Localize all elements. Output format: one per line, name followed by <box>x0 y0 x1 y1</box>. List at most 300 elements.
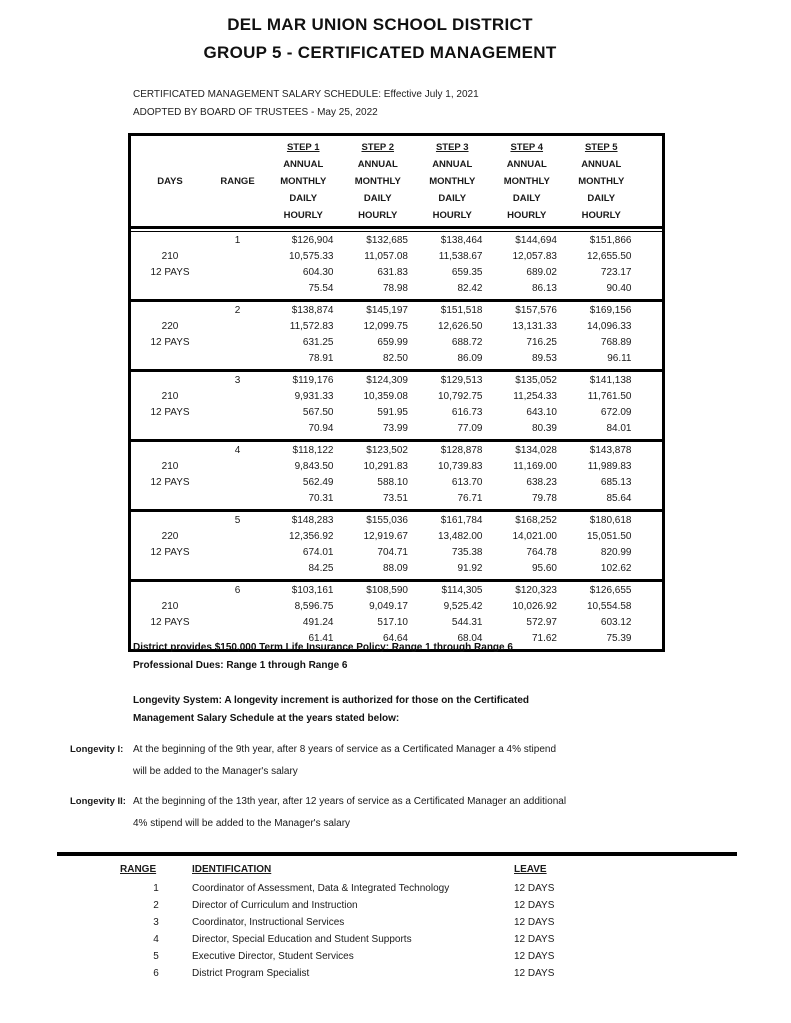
annual-step-3: $128,878 <box>440 445 483 456</box>
monthly-step-5: 10,554.58 <box>587 601 632 612</box>
range-number: 3 <box>234 375 241 386</box>
monthly-label-5: MONTHLY <box>578 176 625 187</box>
hourly-step-1: 70.94 <box>308 423 334 434</box>
identification-table-body <box>57 880 737 982</box>
spacer <box>639 265 663 281</box>
range-block-3 <box>131 369 662 439</box>
district-title: DEL MAR UNION SCHOOL DISTRICT <box>227 15 533 34</box>
monthly-step-4: 10,026.92 <box>512 601 557 612</box>
days-cell: 210 <box>161 601 179 612</box>
daily-row <box>131 615 662 631</box>
longevity-2-line2: 4% stipend will be added to the Manager's salary <box>133 818 351 829</box>
monthly-step-3: 9,525.42 <box>443 601 483 612</box>
hourly-step-1: 70.31 <box>308 493 334 504</box>
dues-note: Professional Dues: Range 1 through Range 6 <box>133 660 348 671</box>
range-number <box>209 281 266 297</box>
spacer <box>639 421 663 437</box>
days-cell <box>131 281 209 297</box>
daily-step-1: 562.49 <box>302 477 334 488</box>
days-cell <box>131 513 209 529</box>
longevity-system-note-line2: Management Salary Schedule at the years stated below: <box>133 713 400 724</box>
hourly-step-2: 88.09 <box>382 563 408 574</box>
identification-range: 2 <box>153 900 159 911</box>
spacer <box>639 373 663 389</box>
daily-step-2: 704.71 <box>377 547 408 558</box>
spacer <box>639 249 663 265</box>
days-cell: 210 <box>161 391 179 402</box>
hourly-step-2: 64.64 <box>382 633 408 644</box>
days-cell: 210 <box>161 251 179 262</box>
step-header-5: STEP 5 <box>584 142 618 153</box>
daily-label-4: DAILY <box>512 193 541 204</box>
daily-row <box>131 265 662 281</box>
range-number: 6 <box>234 585 241 596</box>
spacer <box>639 615 663 631</box>
identification-row <box>57 880 737 897</box>
hourly-step-3: 91.92 <box>457 563 483 574</box>
annual-label-2: ANNUAL <box>357 159 398 170</box>
longevity-2-label: Longevity II: <box>70 796 126 807</box>
monthly-step-4: 11,254.33 <box>513 391 557 402</box>
range-column-header: RANGE <box>220 176 255 187</box>
daily-row <box>131 545 662 561</box>
annual-row <box>131 583 662 599</box>
monthly-step-1: 9,843.50 <box>294 461 334 472</box>
hourly-step-4: 86.13 <box>531 283 557 294</box>
hourly-step-2: 78.98 <box>382 283 408 294</box>
daily-label-1: DAILY <box>289 193 318 204</box>
annual-step-2: $145,197 <box>366 305 408 316</box>
daily-label-5: DAILY <box>587 193 616 204</box>
salary-table-header <box>131 136 662 229</box>
longevity-1-label: Longevity I: <box>70 744 124 755</box>
monthly-label-2: MONTHLY <box>354 176 401 187</box>
spacer <box>57 897 120 914</box>
daily-step-1: 674.01 <box>302 547 334 558</box>
spacer <box>639 529 663 545</box>
range-number <box>209 389 266 405</box>
annual-step-1: $118,122 <box>292 445 334 456</box>
monthly-step-3: 10,739.83 <box>438 461 483 472</box>
range-number <box>209 421 266 437</box>
monthly-step-4: 13,131.33 <box>512 321 557 332</box>
range-number <box>209 351 266 367</box>
monthly-step-1: 11,572.83 <box>289 321 334 332</box>
notes-gap <box>133 675 693 692</box>
days-column-header <box>131 139 209 156</box>
identification-header-spacer <box>57 861 120 878</box>
days-cell: 12 PAYS <box>150 337 190 348</box>
monthly-step-3: 13,482.00 <box>438 531 483 542</box>
spacer <box>57 931 120 948</box>
annual-step-5: $143,878 <box>589 445 632 456</box>
group-title: GROUP 5 - CERTIFICATED MANAGEMENT <box>203 43 557 62</box>
leave-column-header: LEAVE <box>514 864 547 875</box>
hourly-label-5: HOURLY <box>581 210 621 221</box>
monthly-step-5: 12,655.50 <box>587 251 632 262</box>
step-header-4: STEP 4 <box>510 142 544 153</box>
range-number: 1 <box>234 235 241 246</box>
longevity-2-text <box>133 791 740 835</box>
identification-title: Director, Special Education and Student Supports <box>192 934 412 945</box>
days-column-header <box>131 190 209 207</box>
insurance-note: District provides $150,000 Term Life Insurance Policy: Range 1 through Range 6 <box>133 642 513 653</box>
daily-step-4: 764.78 <box>526 547 557 558</box>
range-column-header: RANGE <box>120 864 157 875</box>
daily-step-2: 517.10 <box>377 617 408 628</box>
identification-leave: 12 DAYS <box>514 900 555 911</box>
hourly-step-1: 61.41 <box>308 633 334 644</box>
daily-row <box>131 335 662 351</box>
daily-step-4: 638.23 <box>526 477 557 488</box>
monthly-step-5: 11,989.83 <box>587 461 632 472</box>
hourly-step-5: 85.64 <box>606 493 632 504</box>
header-line <box>131 173 662 190</box>
hourly-step-2: 73.99 <box>382 423 408 434</box>
days-cell <box>131 583 209 599</box>
monthly-row <box>131 459 662 475</box>
annual-step-1: $119,176 <box>292 375 334 386</box>
monthly-step-4: 14,021.00 <box>512 531 557 542</box>
daily-step-5: 672.09 <box>600 407 632 418</box>
days-cell: 220 <box>161 321 179 332</box>
daily-step-4: 689.02 <box>526 267 557 278</box>
identification-leave: 12 DAYS <box>514 951 555 962</box>
spacer <box>639 513 663 529</box>
hourly-row <box>131 281 662 297</box>
daily-label-3: DAILY <box>438 193 467 204</box>
spacer <box>639 389 663 405</box>
identification-title: District Program Specialist <box>192 968 310 979</box>
annual-row <box>131 443 662 459</box>
identification-row <box>57 897 737 914</box>
header-line <box>131 207 662 224</box>
monthly-step-1: 8,596.75 <box>294 601 334 612</box>
monthly-step-5: 14,096.33 <box>587 321 632 332</box>
longevity-1-block <box>70 739 740 783</box>
annual-step-2: $155,036 <box>366 515 408 526</box>
annual-step-2: $123,502 <box>366 445 408 456</box>
hourly-step-3: 82.42 <box>457 283 483 294</box>
hourly-row <box>131 561 662 577</box>
days-cell <box>131 351 209 367</box>
days-cell <box>131 561 209 577</box>
spacer <box>639 173 663 190</box>
spacer <box>639 139 663 156</box>
hourly-step-3: 68.04 <box>457 633 483 644</box>
identification-row <box>57 965 737 982</box>
monthly-row <box>131 319 662 335</box>
identification-title: Executive Director, Student Services <box>192 951 354 962</box>
range-number: 4 <box>234 445 241 456</box>
range-block-4 <box>131 439 662 509</box>
days-column-header <box>131 156 209 173</box>
days-cell: 12 PAYS <box>150 407 190 418</box>
hourly-step-5: 102.62 <box>600 563 632 574</box>
longevity-2-block <box>70 791 740 835</box>
range-number <box>209 319 266 335</box>
range-number <box>209 405 266 421</box>
annual-step-1: $126,904 <box>291 235 334 246</box>
identification-row <box>57 931 737 948</box>
days-column-header <box>131 207 209 224</box>
daily-label-2: DAILY <box>363 193 392 204</box>
monthly-step-4: 11,169.00 <box>513 461 557 472</box>
schedule-subtitle: CERTIFICATED MANAGEMENT SALARY SCHEDULE: Effective July 1, 2021 <box>133 89 479 100</box>
identification-leave: 12 DAYS <box>514 917 555 928</box>
daily-step-3: 613.70 <box>451 477 483 488</box>
range-block-1 <box>131 232 662 299</box>
annual-step-1: $148,283 <box>291 515 334 526</box>
spacer <box>639 303 663 319</box>
hourly-step-1: 75.54 <box>308 283 334 294</box>
range-number <box>209 599 266 615</box>
annual-step-2: $108,590 <box>366 585 408 596</box>
spacer <box>639 475 663 491</box>
annual-step-4: $168,252 <box>515 515 557 526</box>
monthly-label-3: MONTHLY <box>429 176 476 187</box>
daily-step-4: 716.25 <box>526 337 557 348</box>
step-header-1: STEP 1 <box>286 142 320 153</box>
identification-leave: 12 DAYS <box>514 934 555 945</box>
range-number <box>209 335 266 351</box>
hourly-step-4: 95.60 <box>531 563 557 574</box>
hourly-step-5: 90.40 <box>606 283 632 294</box>
annual-step-3: $151,518 <box>440 305 483 316</box>
identification-range: 3 <box>153 917 159 928</box>
spacer <box>639 207 663 224</box>
hourly-label-4: HOURLY <box>507 210 547 221</box>
range-number: 2 <box>234 305 241 316</box>
daily-step-5: 603.12 <box>600 617 632 628</box>
monthly-step-5: 11,761.50 <box>587 391 632 402</box>
daily-row <box>131 475 662 491</box>
annual-step-3: $161,784 <box>440 515 483 526</box>
longevity-system-note-line1: Longevity System: A longevity increment is authorized for those on the Certificated <box>133 695 529 706</box>
daily-step-3: 659.35 <box>451 267 483 278</box>
hourly-step-2: 82.50 <box>382 353 408 364</box>
daily-step-5: 768.89 <box>600 337 632 348</box>
daily-step-2: 631.83 <box>377 267 408 278</box>
notes-section <box>133 639 693 728</box>
days-column-header: DAYS <box>157 176 183 187</box>
hourly-step-1: 78.91 <box>308 353 334 364</box>
daily-step-3: 616.73 <box>451 407 483 418</box>
step-header-2: STEP 2 <box>361 142 395 153</box>
days-cell <box>131 421 209 437</box>
spacer <box>639 561 663 577</box>
spacer <box>639 583 663 599</box>
range-number: 5 <box>234 515 241 526</box>
longevity-1-text <box>133 739 740 783</box>
annual-label-5: ANNUAL <box>581 159 622 170</box>
spacer <box>639 405 663 421</box>
daily-step-3: 735.38 <box>451 547 483 558</box>
identification-range: 1 <box>153 883 159 894</box>
spacer <box>639 599 663 615</box>
annual-step-4: $135,052 <box>515 375 557 386</box>
daily-step-5: 723.17 <box>600 267 632 278</box>
identification-leave: 12 DAYS <box>514 968 555 979</box>
daily-step-2: 659.99 <box>377 337 408 348</box>
monthly-step-2: 12,919.67 <box>363 531 408 542</box>
spacer <box>639 545 663 561</box>
hourly-step-1: 84.25 <box>308 563 334 574</box>
range-number <box>209 249 266 265</box>
hourly-step-5: 96.11 <box>607 353 632 364</box>
daily-step-1: 491.24 <box>302 617 334 628</box>
days-cell <box>131 443 209 459</box>
days-cell <box>131 491 209 507</box>
annual-step-5: $151,866 <box>589 235 632 246</box>
range-column-header <box>209 156 266 173</box>
range-column-header <box>209 139 266 156</box>
identification-title: Director of Curriculum and Instruction <box>192 900 358 911</box>
annual-step-1: $138,874 <box>291 305 334 316</box>
daily-step-1: 604.30 <box>302 267 334 278</box>
monthly-row <box>131 529 662 545</box>
adopted-subtitle: ADOPTED BY BOARD OF TRUSTEES - May 25, 2022 <box>133 107 378 118</box>
annual-label-4: ANNUAL <box>506 159 547 170</box>
range-number <box>209 459 266 475</box>
days-cell <box>131 373 209 389</box>
monthly-label-4: MONTHLY <box>503 176 550 187</box>
range-number <box>209 529 266 545</box>
identification-range: 5 <box>153 951 159 962</box>
annual-step-3: $129,513 <box>440 375 483 386</box>
monthly-step-5: 15,051.50 <box>587 531 632 542</box>
annual-step-1: $103,161 <box>291 585 334 596</box>
annual-step-3: $114,305 <box>441 585 483 596</box>
daily-step-3: 688.72 <box>451 337 483 348</box>
days-cell: 210 <box>161 461 179 472</box>
daily-step-4: 643.10 <box>526 407 557 418</box>
spacer <box>639 190 663 207</box>
daily-step-2: 591.95 <box>377 407 408 418</box>
monthly-step-3: 10,792.75 <box>438 391 483 402</box>
annual-label-1: ANNUAL <box>283 159 324 170</box>
spacer <box>639 459 663 475</box>
range-block-2 <box>131 299 662 369</box>
monthly-step-1: 10,575.33 <box>289 251 334 262</box>
daily-step-3: 544.31 <box>451 617 483 628</box>
annual-step-4: $157,576 <box>515 305 557 316</box>
identification-table <box>57 852 737 982</box>
identification-table-header <box>57 861 737 878</box>
monthly-row <box>131 599 662 615</box>
salary-schedule-table <box>128 133 665 652</box>
identification-column-header: IDENTIFICATION <box>192 864 272 875</box>
days-cell: 12 PAYS <box>150 547 190 558</box>
spacer <box>57 914 120 931</box>
annual-step-3: $138,464 <box>440 235 483 246</box>
spacer <box>57 948 120 965</box>
salary-table-body <box>131 231 662 649</box>
longevity-1-line2: will be added to the Manager's salary <box>133 766 298 777</box>
spacer <box>639 156 663 173</box>
monthly-step-1: 9,931.33 <box>294 391 334 402</box>
spacer <box>57 965 120 982</box>
monthly-step-2: 10,291.83 <box>363 461 408 472</box>
daily-step-5: 685.13 <box>600 477 632 488</box>
longevity-1-line1: At the beginning of the 9th year, after 8 years of service as a Certificated Manager a 4% stipend <box>133 744 557 755</box>
hourly-row <box>131 351 662 367</box>
annual-row <box>131 303 662 319</box>
header-line <box>131 156 662 173</box>
range-number <box>209 561 266 577</box>
annual-step-5: $126,655 <box>589 585 632 596</box>
monthly-step-2: 10,359.08 <box>363 391 408 402</box>
identification-leave: 12 DAYS <box>514 883 555 894</box>
hourly-label-2: HOURLY <box>358 210 398 221</box>
monthly-step-2: 9,049.17 <box>369 601 408 612</box>
spacer <box>639 281 663 297</box>
range-number <box>209 475 266 491</box>
identification-row <box>57 914 737 931</box>
spacer <box>639 319 663 335</box>
identification-range: 4 <box>153 934 159 945</box>
annual-step-4: $134,028 <box>515 445 557 456</box>
hourly-step-2: 73.51 <box>382 493 408 504</box>
hourly-row <box>131 421 662 437</box>
hourly-label-1: HOURLY <box>283 210 323 221</box>
monthly-row <box>131 249 662 265</box>
identification-row <box>57 948 737 965</box>
annual-step-2: $132,685 <box>366 235 408 246</box>
monthly-row <box>131 389 662 405</box>
range-number <box>209 491 266 507</box>
monthly-step-3: 12,626.50 <box>438 321 483 332</box>
days-cell <box>131 233 209 249</box>
spacer <box>639 443 663 459</box>
daily-step-1: 631.25 <box>302 337 334 348</box>
days-cell <box>131 303 209 319</box>
monthly-step-2: 12,099.75 <box>363 321 408 332</box>
days-cell: 12 PAYS <box>150 267 190 278</box>
step-header-3: STEP 3 <box>435 142 469 153</box>
annual-step-5: $180,618 <box>589 515 632 526</box>
hourly-step-3: 77.09 <box>457 423 483 434</box>
annual-step-2: $124,309 <box>366 375 408 386</box>
identification-table-rule <box>57 852 737 856</box>
annual-row <box>131 513 662 529</box>
spacer <box>639 335 663 351</box>
annual-step-5: $169,156 <box>589 305 632 316</box>
spacer <box>639 233 663 249</box>
annual-label-3: ANNUAL <box>432 159 473 170</box>
days-cell: 220 <box>161 531 179 542</box>
days-cell: 12 PAYS <box>150 617 190 628</box>
range-column-header <box>209 190 266 207</box>
annual-step-5: $141,138 <box>589 375 632 386</box>
spacer <box>57 880 120 897</box>
monthly-step-2: 11,057.08 <box>364 251 408 262</box>
annual-step-4: $120,323 <box>515 585 557 596</box>
hourly-step-5: 84.01 <box>606 423 632 434</box>
hourly-row <box>131 491 662 507</box>
monthly-step-3: 11,538.67 <box>438 251 483 262</box>
days-cell: 12 PAYS <box>150 477 190 488</box>
longevity-2-line1: At the beginning of the 13th year, after 12 years of service as a Certificated Manager an additional <box>133 796 567 807</box>
range-number <box>209 265 266 281</box>
daily-step-1: 567.50 <box>302 407 334 418</box>
range-column-header <box>209 207 266 224</box>
hourly-step-4: 80.39 <box>531 423 557 434</box>
annual-step-4: $144,694 <box>515 235 557 246</box>
header-line <box>131 139 662 156</box>
annual-row <box>131 373 662 389</box>
header-line <box>131 190 662 207</box>
